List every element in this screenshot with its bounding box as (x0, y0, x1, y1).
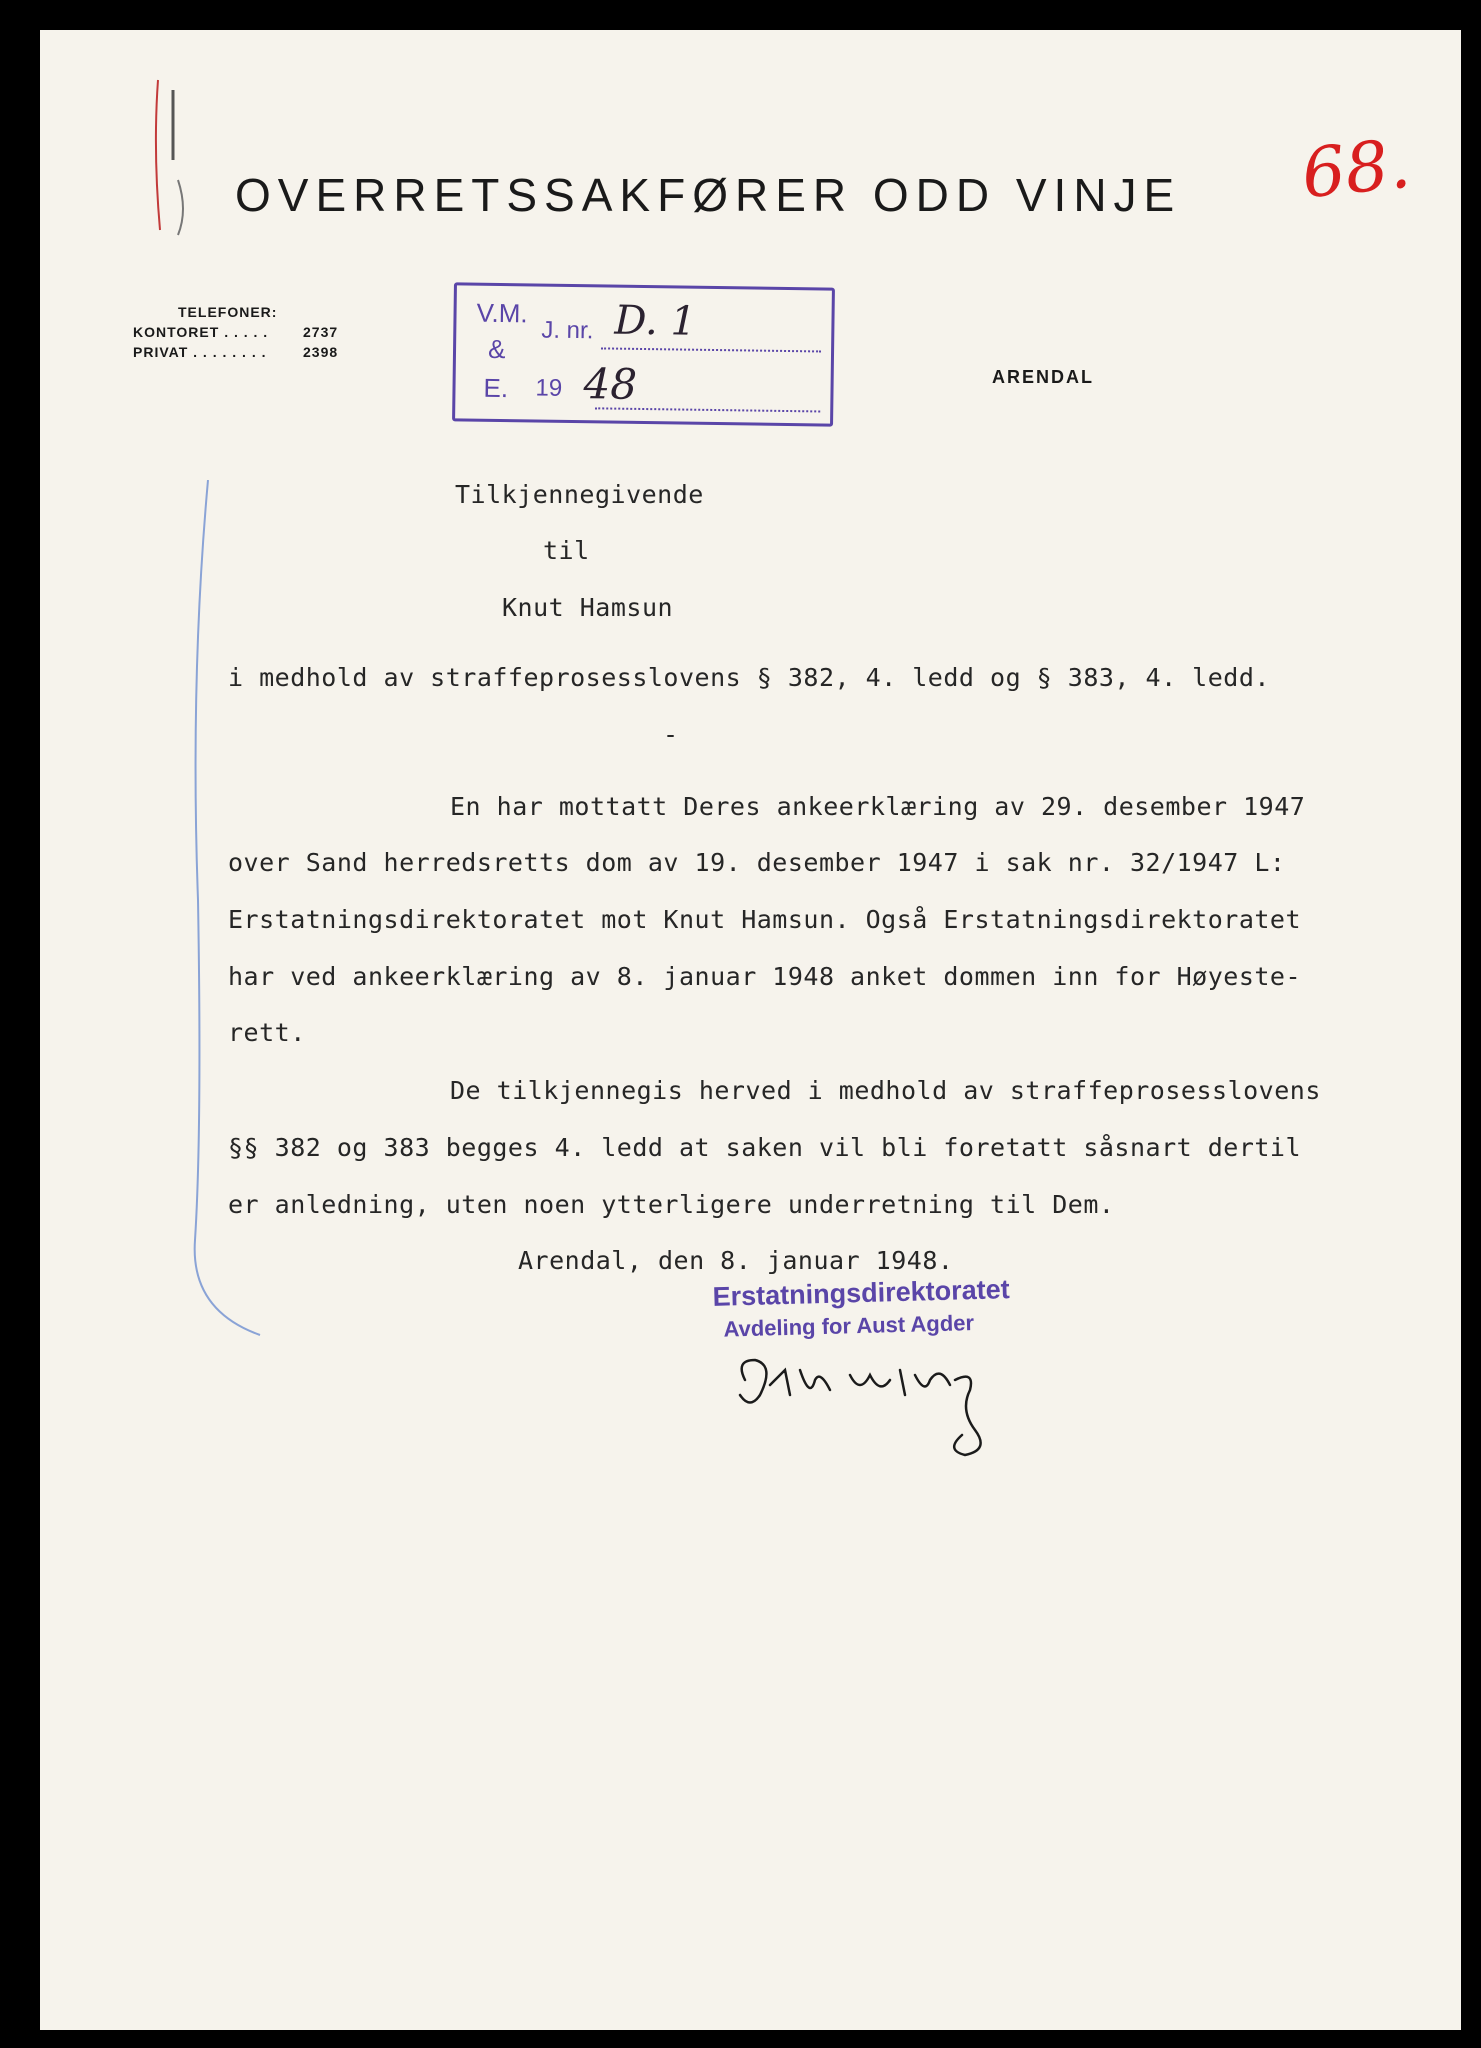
stamp-department: Avdeling for Aust Agder (723, 1310, 975, 1342)
body-line: rett. (228, 1018, 306, 1047)
body-line: over Sand herredsretts dom av 19. desember 1947 i sak nr. 32/1947 L: (228, 848, 1286, 877)
heading-line: til (543, 536, 590, 565)
phone-label: PRIVAT . . . . . . . . (133, 344, 267, 360)
official-stamp (712, 1274, 1011, 1343)
body-line: har ved ankeerklæring av 8. januar 1948 anket dommen inn for Høyeste- (228, 962, 1302, 991)
body-line: er anledning, uten noen ytterligere underretning til Dem. (228, 1190, 1115, 1219)
body-line: De tilkjennegis herved i medhold av straffeprosesslovens (450, 1076, 1321, 1105)
stamp-jnr-label: J. nr. (541, 316, 594, 345)
stamp-year-prefix: 19 (535, 374, 563, 402)
handwritten-signature (730, 1340, 1030, 1465)
stamp-line-amp: & (487, 333, 506, 365)
handwritten-journal-number: D. 1 (614, 297, 697, 345)
document-page (40, 30, 1461, 2030)
heading-line: Knut Hamsun (502, 593, 674, 622)
phone-block (133, 302, 338, 362)
stamp-line-vm: V.M. (476, 297, 528, 329)
body-line: Erstatningsdirektoratet mot Knut Hamsun. Også Erstatningsdirektoratet (228, 905, 1302, 934)
stamp-org-name: Erstatningsdirektoratet (712, 1274, 1011, 1312)
handwritten-year: 48 (583, 359, 638, 409)
body-line: §§ 382 og 383 begges 4. ledd at saken vil bli foretatt såsnart dertil (228, 1133, 1302, 1162)
place-date-line: Arendal, den 8. januar 1948. (518, 1246, 954, 1275)
phone-row-private (133, 342, 338, 362)
journal-number-stamp (452, 282, 835, 426)
letterhead-firm-name: OVERRETSSAKFØRER ODD VINJE (235, 169, 1182, 221)
stamp-dotted-line (601, 347, 821, 352)
handwritten-page-number: 68. (1298, 124, 1414, 215)
letterhead-city: ARENDAL (992, 367, 1094, 387)
body-line: En har mottatt Deres ankeerklæring av 29. desember 1947 (450, 792, 1306, 821)
phone-number: 2737 (303, 324, 339, 340)
phone-label: KONTORET . . . . . (133, 324, 269, 340)
legal-basis-line: i medhold av straffeprosesslovens § 382, 4. ledd og § 383, 4. ledd. (228, 663, 1270, 692)
heading-line: Tilkjennegivende (455, 480, 704, 509)
separator-dash: - (663, 720, 679, 749)
phones-title: TELEFONER: (178, 304, 278, 320)
stamp-line-e: E. (483, 372, 509, 404)
phone-row-office (133, 322, 338, 342)
phone-number: 2398 (303, 344, 339, 360)
binder-hole-mark (148, 70, 188, 245)
